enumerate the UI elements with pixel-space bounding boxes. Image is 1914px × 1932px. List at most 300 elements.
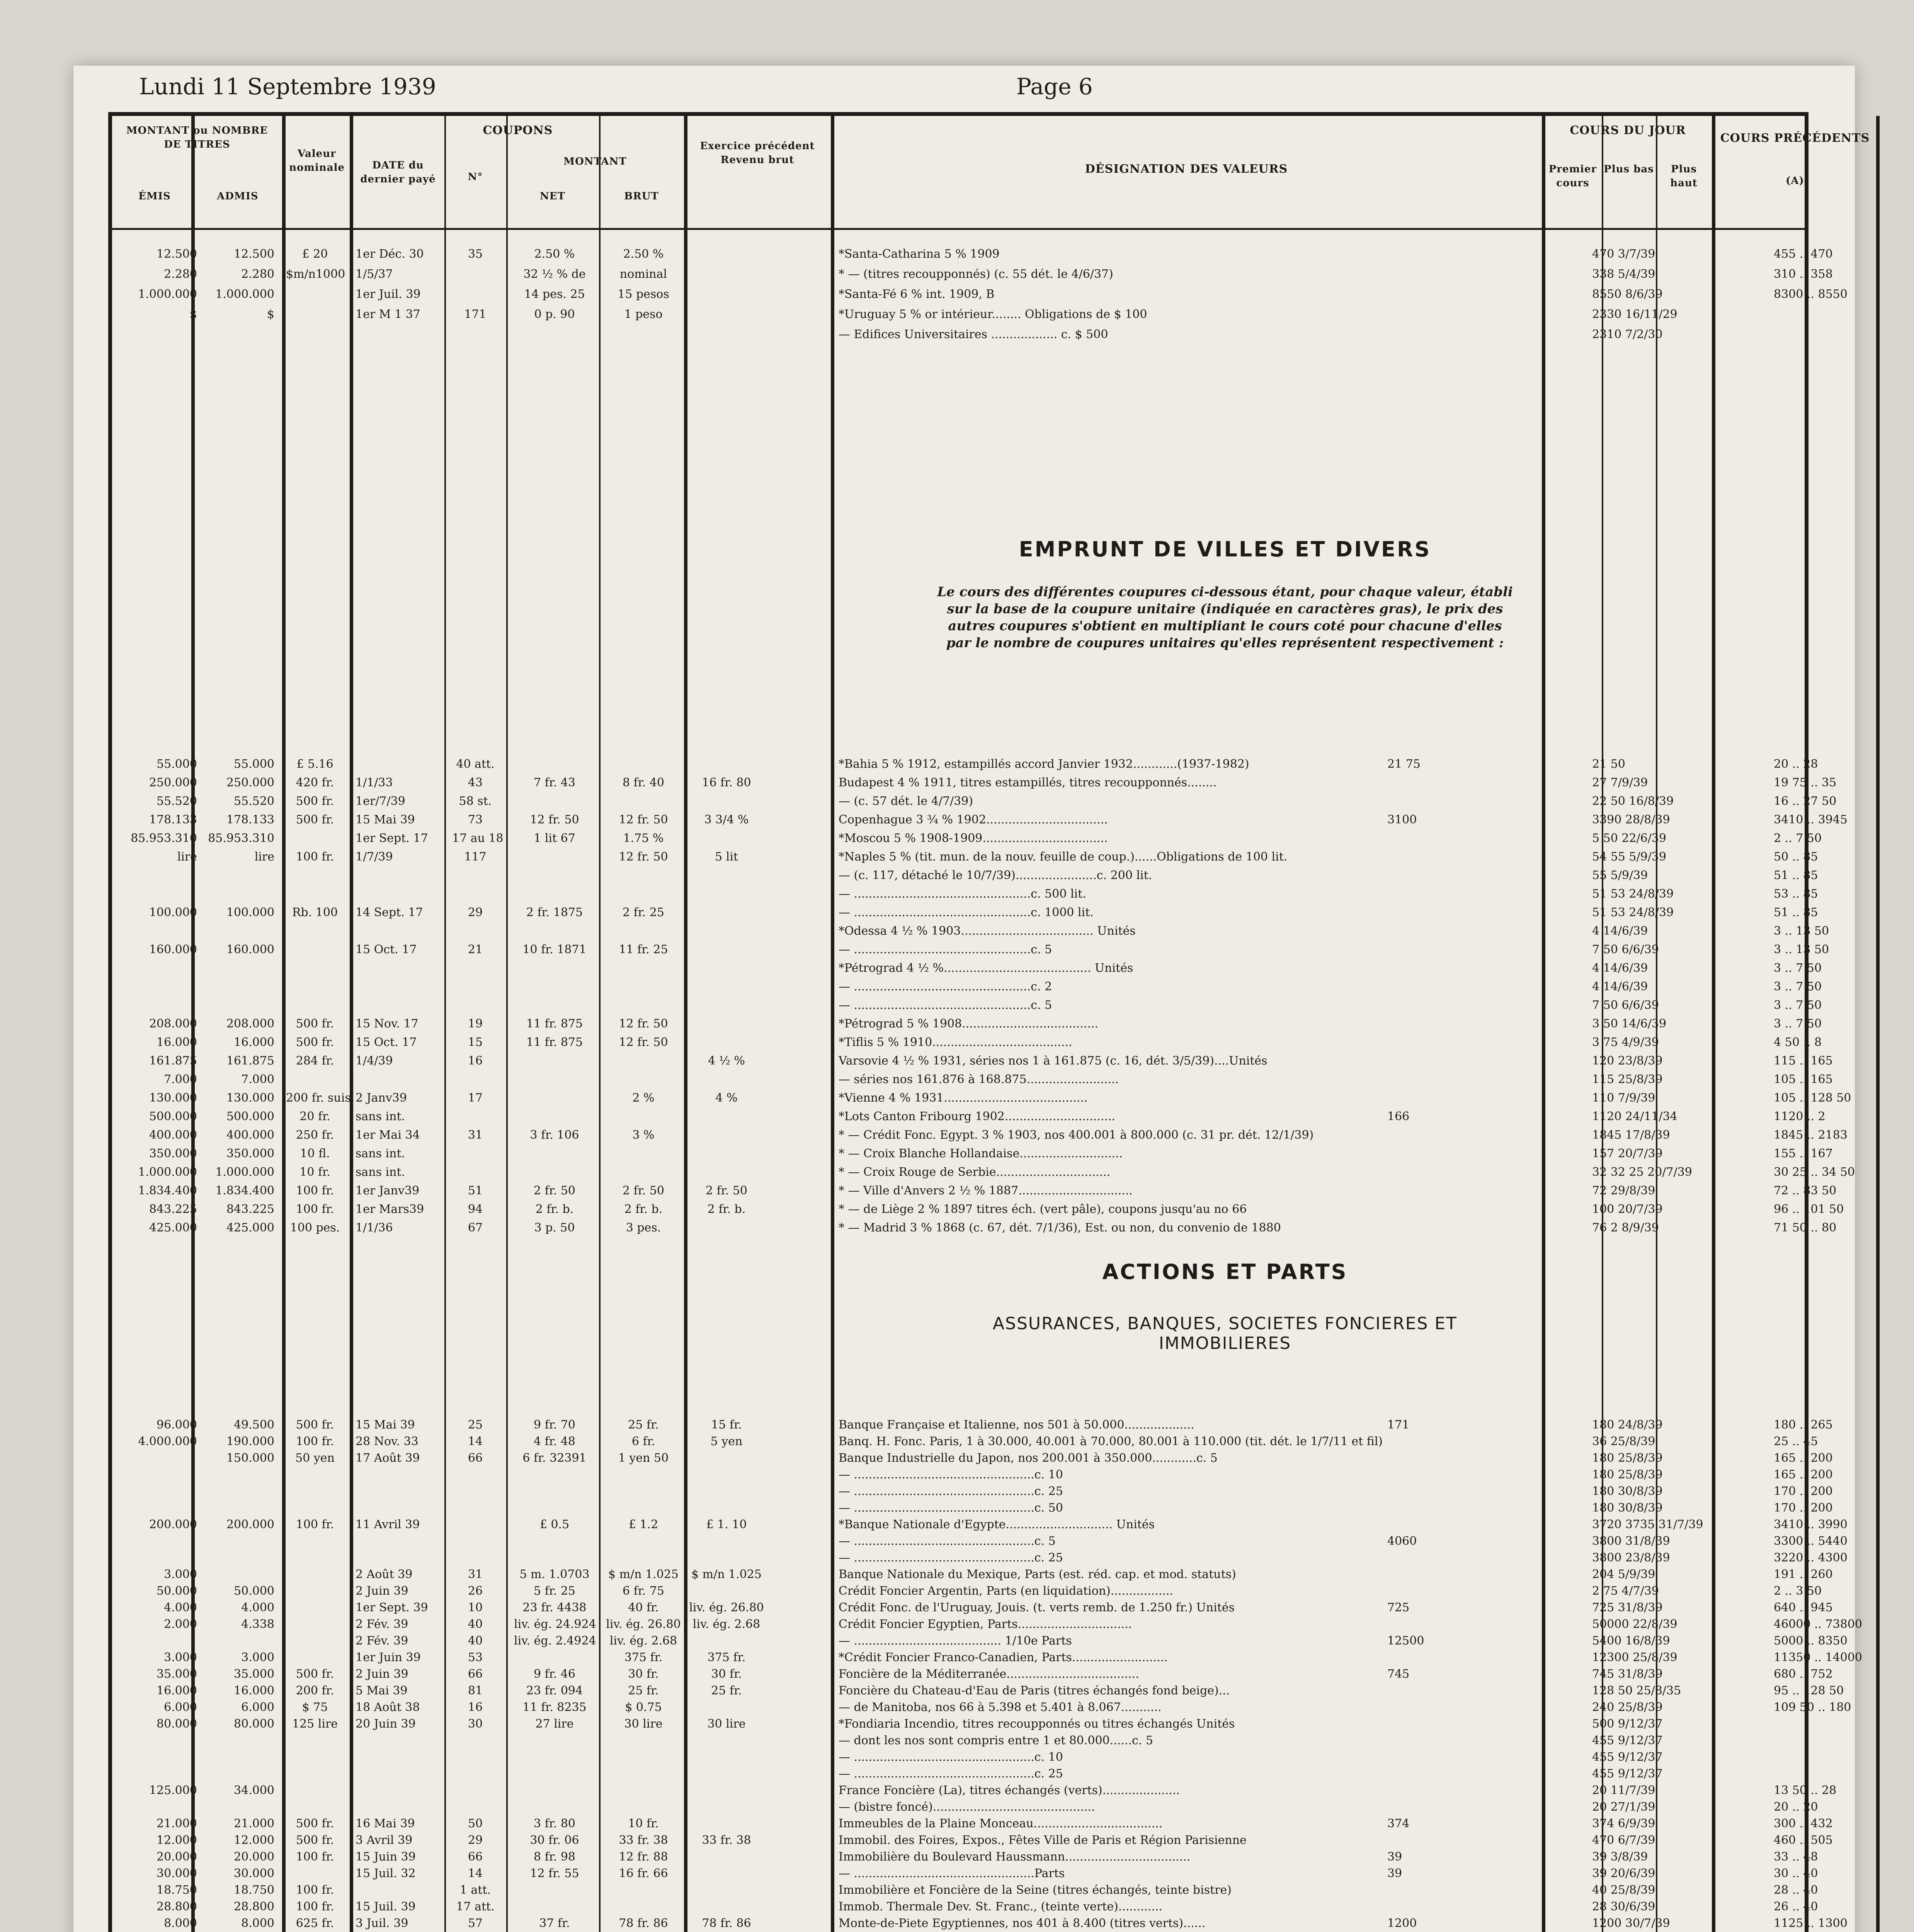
cell-rel: 3 .. 7 50 bbox=[1774, 980, 1822, 993]
cell-rel: 300 .. 432 bbox=[1774, 1817, 1833, 1830]
cell-rel: 16 .. 27 50 bbox=[1774, 794, 1837, 808]
cell-brut: liv. ég. 26.80 bbox=[606, 1617, 681, 1631]
cell-net: 12 fr. 55 bbox=[530, 1867, 579, 1880]
cell-emis: 28.800 bbox=[157, 1900, 197, 1913]
cell-brut: 25 fr. bbox=[628, 1684, 659, 1697]
col-coupons: COUPONS bbox=[483, 124, 553, 137]
col-designation: DÉSIGNATION DES VALEURS bbox=[1085, 162, 1288, 176]
section-actions-subtitle: ASSURANCES, BANQUES, SOCIETES FONCIERES ET IMMOBILIERES bbox=[992, 1314, 1458, 1353]
col-net: NET bbox=[540, 190, 565, 202]
cell-prem: 166 bbox=[1387, 1110, 1410, 1123]
table-row bbox=[112, 998, 1822, 1014]
cell-emis: 178.133 bbox=[149, 813, 197, 827]
cell-admis: 50.000 bbox=[234, 1584, 274, 1598]
cell-prec: 204 5/9/39 bbox=[1592, 1568, 1655, 1581]
cell-exo: £ 1. 10 bbox=[706, 1518, 747, 1531]
table-row bbox=[112, 869, 1818, 884]
cell-prem: 374 bbox=[1387, 1817, 1410, 1830]
cell-prec: 725 31/8/39 bbox=[1592, 1601, 1663, 1614]
cell-admis: 6.000 bbox=[241, 1701, 274, 1714]
cell-rel: 3 .. 7 50 bbox=[1774, 961, 1822, 975]
cell-prec: 157 20/7/39 bbox=[1592, 1147, 1663, 1160]
cell-des: * — Croix Rouge de Serbie............................... bbox=[839, 1165, 1111, 1179]
cell-exo: 4 % bbox=[715, 1091, 738, 1105]
cell-val: 100 fr. bbox=[296, 1184, 334, 1197]
cell-prec: 180 30/8/39 bbox=[1592, 1501, 1663, 1515]
cell-brut: 2.50 % bbox=[623, 247, 664, 261]
cell-net: 7 fr. 43 bbox=[533, 776, 576, 789]
cell-exo: 15 fr. bbox=[711, 1418, 742, 1432]
cell-admis: 18.750 bbox=[234, 1883, 274, 1897]
cell-des: *Tiflis 5 % 1910...................................... bbox=[839, 1036, 1072, 1049]
cell-no: 16 bbox=[468, 1054, 483, 1068]
cell-val: 100 fr. bbox=[296, 850, 334, 864]
cell-no: 171 bbox=[464, 308, 487, 321]
cell-des: Foncière de la Méditerranée.................................... bbox=[839, 1667, 1139, 1681]
cell-date: 1er M 1 37 bbox=[356, 308, 420, 321]
cell-des: — .................................................c. 50 bbox=[839, 1501, 1063, 1515]
table-row bbox=[112, 328, 1805, 343]
cell-net: 4 fr. 48 bbox=[533, 1435, 576, 1448]
cell-brut: 6 fr. bbox=[631, 1435, 655, 1448]
cell-prec: 455 9/12/37 bbox=[1592, 1767, 1663, 1781]
cell-exo: 4 ½ % bbox=[708, 1054, 745, 1068]
cell-prec: 51 53 24/8/39 bbox=[1592, 887, 1674, 901]
table-row bbox=[112, 1717, 1805, 1733]
cell-no: 14 bbox=[468, 1867, 483, 1880]
cell-admis: 425.000 bbox=[226, 1221, 274, 1235]
cell-date: 15 Oct. 17 bbox=[356, 1036, 417, 1049]
cell-date: 18 Août 38 bbox=[356, 1701, 420, 1714]
cell-date: 1er Sept. 17 bbox=[356, 832, 428, 845]
cell-prec: 76 2 8/9/39 bbox=[1592, 1221, 1659, 1235]
cell-brut: 3 % bbox=[632, 1128, 655, 1142]
table-row bbox=[112, 1184, 1837, 1199]
cell-rel: 11350 .. 14000 bbox=[1774, 1651, 1863, 1664]
cell-admis: 85.953.310 bbox=[208, 832, 274, 845]
cell-prec: 1120 24/11/34 bbox=[1592, 1110, 1678, 1123]
cell-date: 1er Janv39 bbox=[356, 1184, 420, 1197]
cell-no: 21 bbox=[468, 943, 483, 956]
cell-emis: 80.000 bbox=[157, 1717, 197, 1731]
cell-prec: 22 50 16/8/39 bbox=[1592, 794, 1674, 808]
cell-brut: 40 fr. bbox=[628, 1601, 659, 1614]
cell-des: — ........................................ 1/10e Parts bbox=[839, 1634, 1072, 1648]
cell-admis: 1.000.000 bbox=[215, 287, 274, 301]
cell-admis: 2.280 bbox=[241, 267, 274, 281]
cell-des: * — Crédit Fonc. Egypt. 3 % 1903, nos 400.001 à 800.000 (c. 31 pr. dét. 12/1/39) bbox=[839, 1128, 1314, 1142]
cell-des: *Bahia 5 % 1912, estampillés accord Janvier 1932............(1937-1982) bbox=[839, 757, 1249, 771]
cell-exo: 2 fr. b. bbox=[707, 1202, 746, 1216]
cell-des: * — Madrid 3 % 1868 (c. 67, dét. 7/1/36), Est. ou non, du convenio de 1880 bbox=[839, 1221, 1281, 1235]
cell-des: *Moscou 5 % 1908-1909.................................. bbox=[839, 832, 1108, 845]
cell-val: 500 fr. bbox=[296, 1017, 334, 1031]
cell-date: 2 Fév. 39 bbox=[356, 1617, 408, 1631]
cell-val: 10 fl. bbox=[300, 1147, 330, 1160]
cell-prem: 171 bbox=[1387, 1418, 1410, 1432]
cell-prec: 500 9/12/37 bbox=[1592, 1717, 1663, 1731]
cell-emis: 350.000 bbox=[149, 1147, 197, 1160]
cell-admis: lire bbox=[254, 850, 274, 864]
cell-emis: 18.750 bbox=[157, 1883, 197, 1897]
cell-des: — .................................................c. 5 bbox=[839, 1534, 1056, 1548]
cell-des: Banque Française et Italienne, nos 501 à 50.000................... bbox=[839, 1418, 1194, 1432]
cell-prec: 39 3/8/39 bbox=[1592, 1850, 1648, 1864]
cell-emis: 400.000 bbox=[149, 1128, 197, 1142]
cell-prec: 72 29/8/39 bbox=[1592, 1184, 1655, 1197]
cell-val: $ 75 bbox=[302, 1701, 328, 1714]
cell-exo: liv. ég. 26.80 bbox=[689, 1601, 764, 1614]
cell-no: 30 bbox=[468, 1717, 483, 1731]
cell-rel: 109 50 .. 180 bbox=[1774, 1701, 1851, 1714]
cell-rel: 191 .. 260 bbox=[1774, 1568, 1833, 1581]
cell-des: — ................................................c. 5 bbox=[839, 998, 1052, 1012]
cell-no: 53 bbox=[468, 1651, 483, 1664]
table-row bbox=[112, 287, 1848, 303]
cell-rel: 3220 .. 4300 bbox=[1774, 1551, 1848, 1565]
cell-emis: 125.000 bbox=[149, 1784, 197, 1797]
cell-rel: 155 .. 167 bbox=[1774, 1147, 1833, 1160]
cell-rel: 1120 .. 2 bbox=[1774, 1110, 1826, 1123]
cell-rel: 19 75 .. 35 bbox=[1774, 776, 1837, 789]
cell-no: 26 bbox=[468, 1584, 483, 1598]
cell-net: 37 fr. bbox=[539, 1917, 570, 1930]
cell-des: Crédit Foncier Egyptien, Parts............................... bbox=[839, 1617, 1132, 1631]
cell-prec: 2 75 4/7/39 bbox=[1592, 1584, 1659, 1598]
cell-rel: 1845 .. 2183 bbox=[1774, 1128, 1848, 1142]
header-rule bbox=[112, 228, 1805, 230]
cell-exo: 5 yen bbox=[710, 1435, 743, 1448]
cell-des: Immeubles de la Plaine Monceau................................... bbox=[839, 1817, 1163, 1830]
cell-rel: 13 50 .. 28 bbox=[1774, 1784, 1837, 1797]
cell-rel: 53 .. 85 bbox=[1774, 887, 1818, 901]
cell-prec: 180 25/8/39 bbox=[1592, 1468, 1663, 1481]
cell-prec: 27 7/9/39 bbox=[1592, 776, 1648, 789]
cell-no: 40 bbox=[468, 1634, 483, 1648]
cell-no: 15 bbox=[468, 1036, 483, 1049]
table-row bbox=[112, 1017, 1822, 1032]
cell-des: Monte-de-Piete Egyptiennes, nos 401 à 8.400 (titres verts)...... bbox=[839, 1917, 1206, 1930]
cell-emis: 425.000 bbox=[149, 1221, 197, 1235]
cell-date: 20 Juin 39 bbox=[356, 1717, 416, 1731]
cell-rel: 105 .. 128 50 bbox=[1774, 1091, 1851, 1105]
cell-prec: 50000 22/8/39 bbox=[1592, 1617, 1678, 1631]
cell-val: 500 fr. bbox=[296, 1036, 334, 1049]
cell-rel: 3 .. 7 50 bbox=[1774, 998, 1822, 1012]
cell-net: 5 fr. 25 bbox=[533, 1584, 576, 1598]
cell-exo: $ m/n 1.025 bbox=[691, 1568, 762, 1581]
table-row bbox=[112, 1551, 1848, 1566]
cell-brut: 30 lire bbox=[624, 1717, 663, 1731]
cell-des: — .................................................c. 10 bbox=[839, 1468, 1063, 1481]
cell-date: 5 Mai 39 bbox=[356, 1684, 408, 1697]
cell-no: 57 bbox=[468, 1917, 483, 1930]
cell-date: 15 Juil. 32 bbox=[356, 1867, 416, 1880]
table-row bbox=[112, 1634, 1848, 1650]
cell-rel: 3410 .. 3945 bbox=[1774, 813, 1848, 827]
cell-brut: 375 fr. bbox=[624, 1651, 663, 1664]
table-row bbox=[112, 1534, 1848, 1550]
table-row bbox=[112, 1617, 1863, 1633]
cell-rel: 25 .. 45 bbox=[1774, 1435, 1818, 1448]
cell-admis: 350.000 bbox=[226, 1147, 274, 1160]
cell-prec: 20 11/7/39 bbox=[1592, 1784, 1655, 1797]
cell-des: Immobil. des Foires, Expos., Fêtes Ville de Paris et Région Parisienne bbox=[839, 1833, 1247, 1847]
cell-brut: 12 fr. 50 bbox=[619, 1017, 668, 1031]
cell-val: 250 fr. bbox=[296, 1128, 334, 1142]
cell-net: liv. ég. 2.4924 bbox=[514, 1634, 596, 1648]
cell-val: 500 fr. bbox=[296, 1418, 334, 1432]
cell-no: 81 bbox=[468, 1684, 483, 1697]
cell-admis: 16.000 bbox=[234, 1684, 274, 1697]
cell-date: 15 Nov. 17 bbox=[356, 1017, 419, 1031]
table-row bbox=[112, 1435, 1818, 1450]
table-row bbox=[112, 1750, 1805, 1766]
table-row bbox=[112, 1850, 1818, 1866]
cell-net: 10 fr. 1871 bbox=[522, 943, 587, 956]
col-cours-prec: COURS PRÉCÉDENTS bbox=[1720, 131, 1870, 145]
table-row bbox=[112, 1784, 1837, 1799]
cell-admis: 28.800 bbox=[234, 1900, 274, 1913]
cell-admis: 160.000 bbox=[226, 943, 274, 956]
cell-rel: 51 .. 85 bbox=[1774, 869, 1818, 882]
cell-net: 14 pes. 25 bbox=[524, 287, 585, 301]
cell-des: Crédit Foncier Argentin, Parts (en liquidation)................. bbox=[839, 1584, 1173, 1598]
cell-rel: 26 .. 40 bbox=[1774, 1900, 1818, 1913]
cell-date: 1/7/39 bbox=[356, 850, 393, 864]
cell-des: — .................................................c. 25 bbox=[839, 1551, 1063, 1565]
cell-admis: 12.000 bbox=[234, 1833, 274, 1847]
table-row bbox=[112, 813, 1848, 828]
cell-des: Banque Industrielle du Japon, nos 200.001 à 350.000............c. 5 bbox=[839, 1451, 1218, 1465]
col-admis: ADMIS bbox=[217, 190, 259, 202]
cell-des: — (c. 117, détaché le 10/7/39)......................c. 200 lit. bbox=[839, 869, 1152, 882]
cell-no: 25 bbox=[468, 1418, 483, 1432]
table-row bbox=[112, 1667, 1833, 1683]
cell-net: liv. ég. 24.924 bbox=[514, 1617, 596, 1631]
cell-des: Crédit Fonc. de l'Uruguay, Jouis. (t. verts remb. de 1.250 fr.) Unités bbox=[839, 1601, 1235, 1614]
cell-exo: 2 fr. 50 bbox=[705, 1184, 748, 1197]
table-row bbox=[112, 1684, 1844, 1699]
cell-rel: 310 .. 358 bbox=[1774, 267, 1833, 281]
cell-val: £ 5.16 bbox=[296, 757, 333, 771]
cell-prec: 21 50 bbox=[1592, 757, 1625, 771]
table-row bbox=[112, 1883, 1818, 1899]
cell-brut: 10 fr. bbox=[628, 1817, 659, 1830]
cell-no: 17 au 18 bbox=[452, 832, 504, 845]
table-row bbox=[112, 1485, 1833, 1500]
cell-des: * — Ville d'Anvers 2 ½ % 1887............................... bbox=[839, 1184, 1133, 1197]
cell-prec: 40 25/8/39 bbox=[1592, 1883, 1655, 1897]
cell-val: $m/n1000 bbox=[286, 267, 345, 281]
cell-prec: 55 5/9/39 bbox=[1592, 869, 1648, 882]
cell-emis: lire bbox=[177, 850, 197, 864]
cell-des: — .................................................Parts bbox=[839, 1867, 1065, 1880]
cell-exo: 25 fr. bbox=[711, 1684, 742, 1697]
cell-net: 3 p. 50 bbox=[534, 1221, 575, 1235]
cell-des: *Fondiaria Incendio, titres recoupponnés ou titres échangés Unités bbox=[839, 1717, 1235, 1731]
cell-emis: 1.000.000 bbox=[138, 287, 197, 301]
cell-no: 50 bbox=[468, 1817, 483, 1830]
cell-emis: 4.000.000 bbox=[138, 1435, 197, 1448]
cell-prec: 5 50 22/6/39 bbox=[1592, 832, 1666, 845]
cell-date: 2 Fév. 39 bbox=[356, 1634, 408, 1648]
table-row bbox=[112, 832, 1822, 847]
cell-net: 12 fr. 50 bbox=[530, 813, 579, 827]
cell-date: 3 Juil. 39 bbox=[356, 1917, 408, 1930]
cell-val: 500 fr. bbox=[296, 794, 334, 808]
cell-val: 20 fr. bbox=[299, 1110, 330, 1123]
cell-emis: 500.000 bbox=[149, 1110, 197, 1123]
col-date: DATE du dernier payé bbox=[360, 160, 436, 185]
cell-net: 23 fr. 4438 bbox=[522, 1601, 587, 1614]
cell-net: 32 ½ % de bbox=[523, 267, 586, 281]
cell-val: 100 fr. bbox=[296, 1202, 334, 1216]
cell-brut: 15 pesos bbox=[618, 287, 669, 301]
cell-prem: 4060 bbox=[1387, 1534, 1417, 1548]
table-row bbox=[112, 247, 1833, 263]
cell-date: 1er Sept. 39 bbox=[356, 1601, 428, 1614]
cell-des: France Foncière (La), titres échangés (verts)..................... bbox=[839, 1784, 1180, 1797]
cell-exo: 33 fr. 38 bbox=[702, 1833, 751, 1847]
quotation-table bbox=[108, 112, 1870, 1932]
cell-no: 66 bbox=[468, 1451, 483, 1465]
cell-des: — (bistre foncé)............................................ bbox=[839, 1800, 1095, 1814]
cell-des: *Naples 5 % (tit. mun. de la nouv. feuille de coup.)......Obligations de 100 lit. bbox=[839, 850, 1288, 864]
cell-prem: 3100 bbox=[1387, 813, 1417, 827]
cell-prem: 21 75 bbox=[1387, 757, 1421, 771]
cell-net: 0 p. 90 bbox=[534, 308, 575, 321]
cell-no: 29 bbox=[468, 1833, 483, 1847]
cell-no: 31 bbox=[468, 1568, 483, 1581]
cell-rel: 20 .. 28 bbox=[1774, 757, 1818, 771]
cell-prec: 374 6/9/39 bbox=[1592, 1817, 1655, 1830]
cell-date: 2 Août 39 bbox=[356, 1568, 413, 1581]
cell-val: 100 pes. bbox=[290, 1221, 340, 1235]
cell-des: Immobilière du Boulevard Haussmann.................................. bbox=[839, 1850, 1191, 1864]
table-row bbox=[112, 906, 1818, 921]
col-valeur: Valeur nominale bbox=[289, 148, 345, 173]
cell-exo: 5 lit bbox=[715, 850, 738, 864]
cell-exo: liv. ég. 2.68 bbox=[692, 1617, 760, 1631]
cell-date: 15 Mai 39 bbox=[356, 813, 415, 827]
cell-no: 40 bbox=[468, 1617, 483, 1631]
col-emis: ÉMIS bbox=[138, 190, 171, 202]
cell-prec: 3720 3735 31/7/39 bbox=[1592, 1518, 1703, 1531]
cell-des: — (c. 57 dét. le 4/7/39) bbox=[839, 794, 973, 808]
cell-brut: liv. ég. 2.68 bbox=[609, 1634, 677, 1648]
cell-rel: 3 .. 13 50 bbox=[1774, 943, 1829, 956]
cell-admis: 843.225 bbox=[226, 1202, 274, 1216]
cell-exo: 78 fr. 86 bbox=[702, 1917, 751, 1930]
cell-rel: 4 50 .. 8 bbox=[1774, 1036, 1822, 1049]
table-row bbox=[112, 1584, 1822, 1600]
cell-des: — .................................................c. 25 bbox=[839, 1767, 1063, 1781]
table-row bbox=[112, 1468, 1833, 1483]
cell-prec: 1845 17/8/39 bbox=[1592, 1128, 1670, 1142]
cell-des: Immobilière et Foncière de la Seine (titres échangés, teinte bistre) bbox=[839, 1883, 1232, 1897]
cell-prec: 3 50 14/6/39 bbox=[1592, 1017, 1666, 1031]
cell-admis: 178.133 bbox=[226, 813, 274, 827]
cell-brut: 1 peso bbox=[624, 308, 663, 321]
cell-admis: 190.000 bbox=[226, 1435, 274, 1448]
cell-emis: 35.000 bbox=[157, 1667, 197, 1681]
cell-date: 2 Juin 39 bbox=[356, 1667, 408, 1681]
cell-prec: 7 50 6/6/39 bbox=[1592, 943, 1659, 956]
table-row bbox=[112, 308, 1805, 323]
cell-admis: 49.500 bbox=[234, 1418, 274, 1432]
cell-admis: 16.000 bbox=[234, 1036, 274, 1049]
cell-admis: 208.000 bbox=[226, 1017, 274, 1031]
cell-rel: 165 .. 200 bbox=[1774, 1451, 1833, 1465]
cell-date: 14 Sept. 17 bbox=[356, 906, 423, 919]
cell-no: 58 st. bbox=[459, 794, 492, 808]
page-date: Lundi 11 Septembre 1939 bbox=[139, 73, 436, 100]
cell-brut: 6 fr. 75 bbox=[622, 1584, 665, 1598]
cell-emis: 2.280 bbox=[164, 267, 197, 281]
table-row bbox=[112, 1128, 1848, 1144]
cell-emis: 16.000 bbox=[157, 1684, 197, 1697]
cell-des: — .................................................c. 25 bbox=[839, 1485, 1063, 1498]
cell-brut: 2 fr. b. bbox=[624, 1202, 663, 1216]
cell-des: — ................................................c. 500 lit. bbox=[839, 887, 1086, 901]
cell-rel: 2 .. 7 50 bbox=[1774, 832, 1822, 845]
table-row bbox=[112, 1147, 1833, 1162]
cell-prec: 338 5/4/39 bbox=[1592, 267, 1655, 281]
cell-des: — Edifices Universitaires .................. c. $ 500 bbox=[839, 328, 1108, 341]
cell-rel: 3 .. 13 50 bbox=[1774, 924, 1829, 938]
cell-emis: 250.000 bbox=[149, 776, 197, 789]
cell-emis: 3.000 bbox=[164, 1651, 197, 1664]
cell-brut: 16 fr. 66 bbox=[619, 1867, 668, 1880]
cell-net: 5 m. 1.0703 bbox=[519, 1568, 590, 1581]
table-row bbox=[112, 943, 1829, 958]
cell-emis: 8.000 bbox=[164, 1917, 197, 1930]
cell-net: 2 fr. 1875 bbox=[526, 906, 583, 919]
cell-no: 10 bbox=[468, 1601, 483, 1614]
cell-emis: 30.000 bbox=[157, 1867, 197, 1880]
cell-prec: 470 3/7/39 bbox=[1592, 247, 1655, 261]
cell-brut: $ m/n 1.025 bbox=[608, 1568, 679, 1581]
cell-prec: 7 50 6/6/39 bbox=[1592, 998, 1659, 1012]
cell-emis: 3.000 bbox=[164, 1568, 197, 1581]
cell-val: 125 lire bbox=[292, 1717, 338, 1731]
table-row bbox=[112, 1767, 1805, 1782]
cell-admis: 500.000 bbox=[226, 1110, 274, 1123]
cell-exo: 16 fr. 80 bbox=[702, 776, 751, 789]
cell-date: 1er Mars39 bbox=[356, 1202, 424, 1216]
table-row bbox=[112, 1091, 1851, 1107]
col-exercice: Exercice précédent Revenu brut bbox=[700, 140, 815, 166]
cell-date: 1er Juil. 39 bbox=[356, 287, 421, 301]
cell-rel: 455 .. 470 bbox=[1774, 247, 1833, 261]
cell-prec: 3 75 4/9/39 bbox=[1592, 1036, 1659, 1049]
cell-no: 73 bbox=[468, 813, 483, 827]
cell-date: 15 Juil. 39 bbox=[356, 1900, 416, 1913]
cell-emis: 96.000 bbox=[157, 1418, 197, 1432]
table-row bbox=[112, 1601, 1833, 1616]
cell-admis: 130.000 bbox=[226, 1091, 274, 1105]
table-row bbox=[112, 980, 1822, 995]
cell-date: sans int. bbox=[356, 1165, 405, 1179]
cell-val: 50 yen bbox=[295, 1451, 335, 1465]
cell-prec: 12300 25/8/39 bbox=[1592, 1651, 1678, 1664]
cell-prec: 20 27/1/39 bbox=[1592, 1800, 1655, 1814]
cell-exo: 30 lire bbox=[707, 1717, 746, 1731]
cell-val: 100 fr. bbox=[296, 1518, 334, 1531]
cell-rel: 640 .. 945 bbox=[1774, 1601, 1833, 1614]
cell-net: 2 fr. b. bbox=[535, 1202, 574, 1216]
